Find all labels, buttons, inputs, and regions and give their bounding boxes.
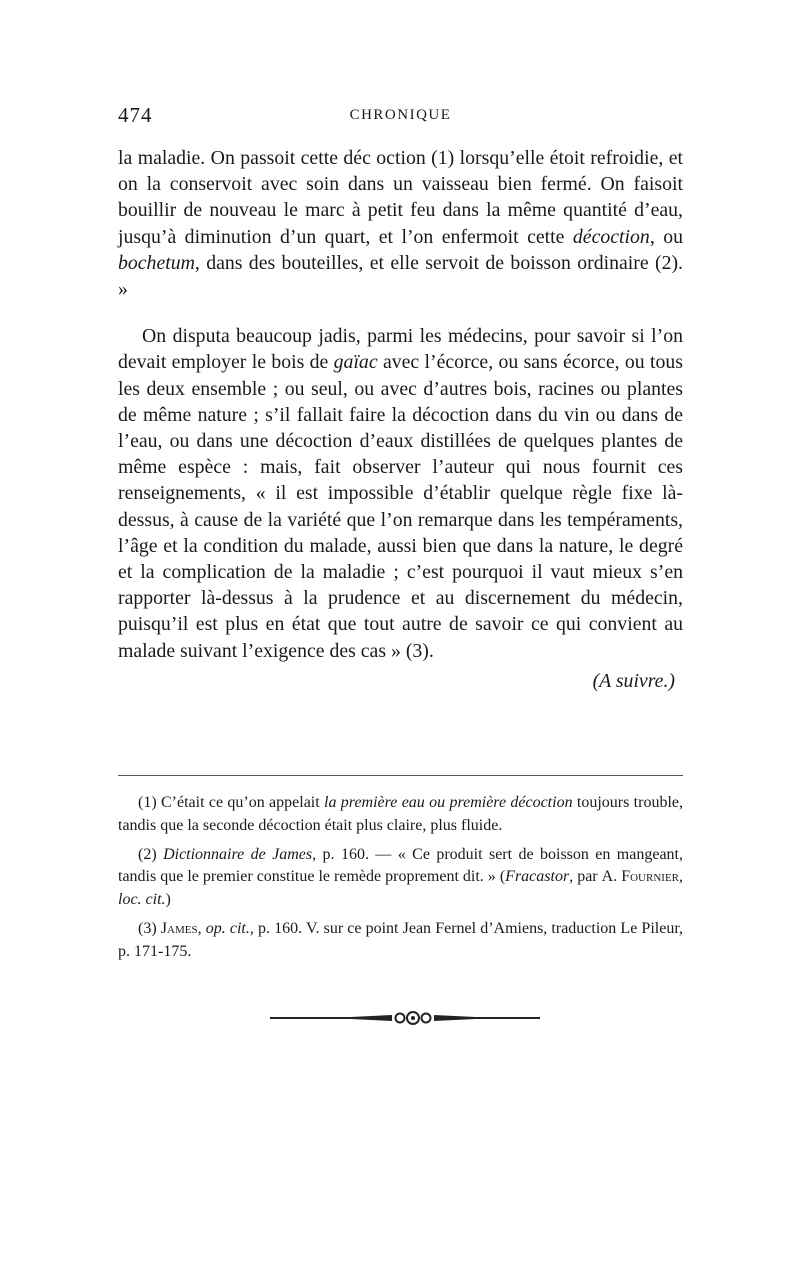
footnote-ref: (1) [431,147,455,169]
italic-term: gaïac [333,351,378,374]
text-run: lorsqu’elle étoit refroidie, et on la conservoit avec soin dans un vaisseau bien fermé. On faisoit bouillir de nouveau le marc à petit feu dans la même quantité d’eau, jusqu’à diminution d’un quart, et l’on enfermoit cette [118,147,683,248]
ornament-icon [270,1008,540,1028]
text-run: , [679,868,683,886]
text-run: , p. 160. V. sur ce point Jean Fernel d’Amiens, traduction Le Pileur, p. 171-175. [118,919,684,960]
text-run: On disputa beaucoup jadis, parmi les médecins, pour savoir si l’on devait employer le bois de [118,325,683,374]
italic-term: Fracastor [505,868,570,886]
footnote-3 [118,918,683,964]
text-run: (1) C’était ce qu’on appelait [138,794,325,811]
a-suivre: (A suivre.) [592,669,675,692]
running-title: CHRONIQUE [349,107,452,123]
text-run: , dans des bouteilles, et elle servoit de boisson ordinaire (2). » [118,251,683,301]
italic-term: loc. cit. [118,891,166,909]
italic-term: la première eau ou première décoction [324,794,573,811]
text-run: avec l’écorce, ou sans écorce, ou tous les deux ensemble ; ou seul, ou avec d’autres bois, racines ou plantes de même nature ; s’il fallait faire la décoction dans du vin ou dans de l’eau, ou dans une décoction d’eaux distillées de quelques plantes de même espèce : mais, fait observer l’auteur qui nous fournit ces renseignements, « il est impossible d’établir quelque règle fixe là-dessus, à cause de la variété que l’on remarque dans les tempéraments, l’âge et la condition du malade, aussi bien que dans la nature, le degré et la complication de la maladie ; c’est pourquoi il vaut mieux s’en rapporter là-dessus à la prudence et au discernement du médecin, puisqu’il est plus en état que tout autre de savoir ce qui convient au malade suivant l’exigence des cas » (3). [118,351,683,662]
text-run: la maladie. On passoit cette déc oction [118,147,432,169]
text-run: ) [165,891,171,909]
text-run: , [197,919,206,937]
text-run: , p. 160. — « Ce produit sert de boisson en mangeant, tandis que le premier constitue le remède proprement dit. » ( [118,845,683,886]
footnotes [118,792,683,970]
paragraph-1 [118,145,683,302]
text-run: , par [569,868,602,886]
italic-term: bochetum [118,251,195,274]
footnote-2 [118,844,683,912]
text-run: toujours trouble, tandis que la seconde décoction était plus claire, plus fluide. [118,794,684,834]
italic-term: op. cit. [205,919,250,937]
page-header [118,103,683,133]
author-name: James [160,919,198,937]
footnote-rule [118,775,683,776]
footnote-1 [118,792,683,838]
text-run: (2) [138,845,164,863]
italic-term: Dictionnaire de James [163,845,313,863]
author-name: A. Fournier [601,868,679,886]
paragraph-2 [118,323,683,664]
main-text [118,145,683,694]
text-run: (3) [138,919,161,937]
italic-term: décoction [572,225,650,248]
page-number: 474 [118,103,153,127]
text-run: , ou [649,225,683,248]
